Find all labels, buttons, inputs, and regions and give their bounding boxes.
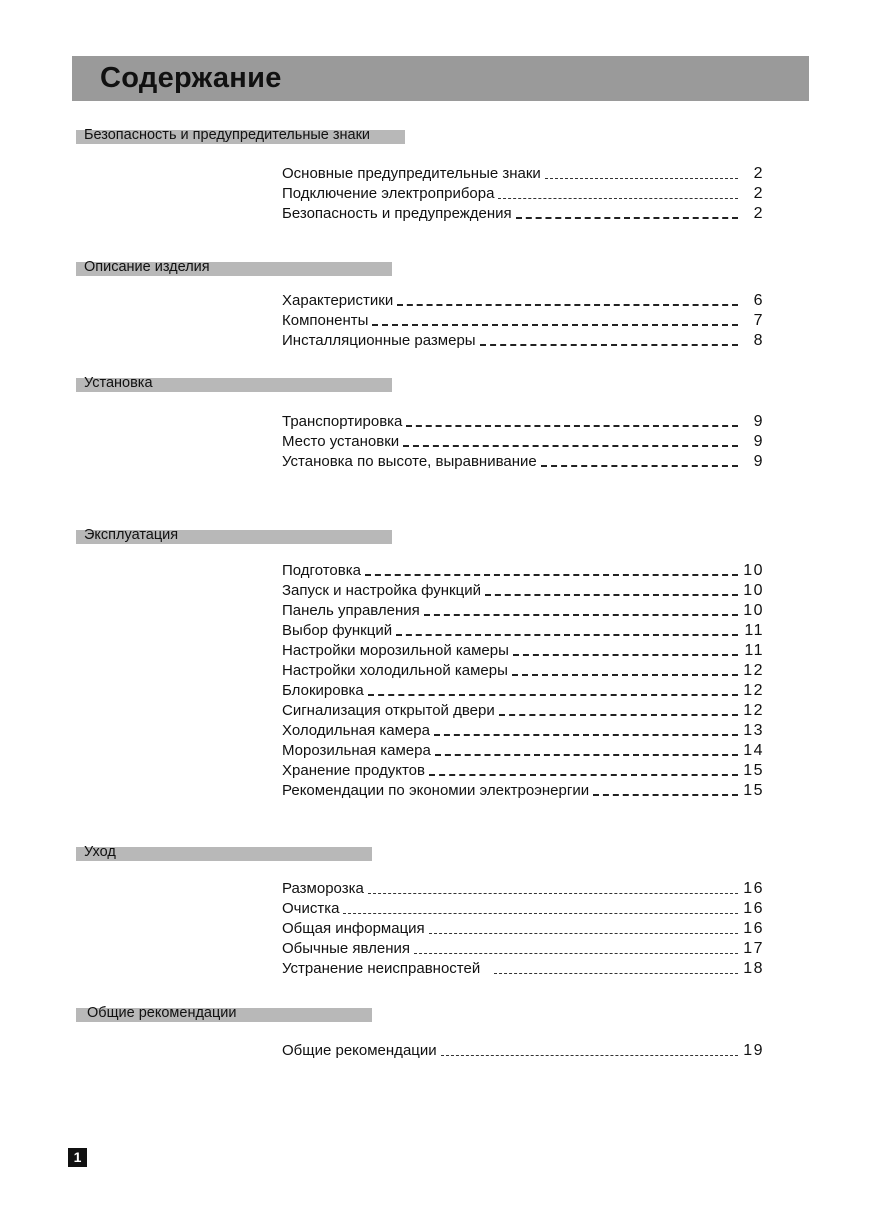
toc-entry[interactable]: [282, 781, 764, 801]
title-bar: [72, 56, 809, 101]
toc-entry-page: 9: [753, 453, 764, 470]
toc-entry-title: Место установки: [282, 433, 400, 450]
section-label: Общие рекомендации: [87, 1005, 237, 1021]
toc-entry-title: Морозильная камера: [282, 742, 431, 759]
leader-dots: [372, 324, 738, 326]
leader-dots: [441, 1055, 738, 1056]
page-title: Содержание: [100, 62, 282, 94]
toc-entry[interactable]: [282, 581, 764, 601]
toc-entry[interactable]: [282, 561, 764, 581]
toc-entry-page: 16: [743, 900, 764, 917]
toc-entry-title: Основные предупредительные знаки: [282, 165, 541, 182]
section-label: Эксплуатация: [84, 527, 179, 543]
toc-entry-page: 10: [743, 582, 764, 599]
toc-entry-page: 19: [743, 1042, 764, 1059]
leader-dots: [435, 754, 738, 756]
toc-entry-page: 10: [743, 602, 764, 619]
leader-dots: [403, 445, 738, 447]
toc-entry[interactable]: [282, 311, 764, 331]
toc-entry[interactable]: [282, 184, 764, 204]
toc-entry[interactable]: [282, 661, 764, 681]
toc-entry-title: Настройки морозильной камеры: [282, 642, 509, 659]
toc-entry-page: 15: [743, 762, 764, 779]
toc-entry[interactable]: [282, 959, 764, 979]
toc-entry-title: Общие рекомендации: [282, 1042, 437, 1059]
leader-dots: [424, 614, 738, 616]
leader-dots: [414, 953, 738, 954]
toc-entry-title: Холодильная камера: [282, 722, 430, 739]
toc-entry[interactable]: [282, 164, 764, 184]
toc-entry[interactable]: [282, 741, 764, 761]
section-header-operation: [76, 527, 392, 544]
toc-entry-page: 15: [743, 782, 764, 799]
toc-entry[interactable]: [282, 641, 764, 661]
section-header-product: [76, 259, 392, 276]
section-header-general: [76, 1005, 372, 1022]
toc-entry-title: Компоненты: [282, 312, 369, 329]
toc-entry-page: 9: [753, 413, 764, 430]
toc-entry[interactable]: [282, 412, 764, 432]
toc-entry-page: 11: [744, 622, 764, 639]
toc-entry[interactable]: [282, 331, 764, 351]
leader-dots: [429, 774, 738, 776]
section-label: Безопасность и предупредительные знаки: [84, 127, 371, 143]
toc-entry[interactable]: [282, 761, 764, 781]
toc-entry-page: 14: [743, 742, 764, 759]
toc-entry-title: Выбор функций: [282, 622, 393, 639]
section-header-care: [76, 844, 372, 861]
toc-entry-title: Рекомендации по экономии электроэнергии: [282, 782, 590, 799]
toc-entry[interactable]: [282, 291, 764, 311]
toc-entry-title: Запуск и настройка функций: [282, 582, 481, 599]
toc-entry-page: 13: [743, 722, 764, 739]
toc-entry-title: Транспортировка: [282, 413, 403, 430]
leader-dots: [516, 217, 738, 219]
toc-entry-page: 17: [743, 940, 764, 957]
toc-entry[interactable]: [282, 621, 764, 641]
toc-entry-title: Устранение неисправностей: [282, 960, 481, 977]
toc-entry-page: 12: [743, 662, 764, 679]
section-header-safety: [76, 127, 405, 144]
leader-dots: [498, 198, 738, 199]
section-label: Уход: [84, 844, 116, 860]
toc-entry-title: Инсталляционные размеры: [282, 332, 476, 349]
toc-entry-page: 16: [743, 920, 764, 937]
toc-entry-page: 7: [753, 312, 764, 329]
toc-entry-title: Обычные явления: [282, 940, 411, 957]
leader-dots: [429, 933, 738, 934]
toc-entry-title: Подключение электроприбора: [282, 185, 495, 202]
toc-entry[interactable]: [282, 899, 764, 919]
toc-entry[interactable]: [282, 879, 764, 899]
leader-dots: [480, 344, 738, 346]
leader-dots: [434, 734, 738, 736]
toc-entry-title: Настройки холодильной камеры: [282, 662, 508, 679]
leader-dots: [541, 465, 738, 467]
toc-entry[interactable]: [282, 939, 764, 959]
leader-dots: [513, 654, 738, 656]
toc-entry[interactable]: [282, 432, 764, 452]
leader-dots: [512, 674, 738, 676]
leader-dots: [365, 574, 738, 576]
leader-dots: [406, 425, 738, 427]
toc-entry-title: Блокировка: [282, 682, 364, 699]
page-number: 1: [68, 1148, 87, 1167]
toc-entry[interactable]: [282, 204, 764, 224]
section-label: Описание изделия: [84, 259, 210, 275]
toc-entry[interactable]: [282, 681, 764, 701]
toc-entry[interactable]: [282, 701, 764, 721]
toc-entry-title: Сигнализация открытой двери: [282, 702, 495, 719]
toc-entry[interactable]: [282, 919, 764, 939]
toc-entry-title: Общая информация: [282, 920, 425, 937]
toc-entry-page: 11: [744, 642, 764, 659]
leader-dots: [343, 913, 738, 914]
leader-dots: [485, 594, 738, 596]
leader-dots: [593, 794, 738, 796]
toc-entry-page: 6: [753, 292, 764, 309]
toc-entry-page: 16: [743, 880, 764, 897]
leader-dots: [494, 973, 738, 974]
toc-entry-page: 18: [743, 960, 764, 977]
toc-entry-title: Характеристики: [282, 292, 394, 309]
toc-entry-title: Безопасность и предупреждения: [282, 205, 512, 222]
toc-entry-page: 12: [743, 702, 764, 719]
toc-entry-page: 9: [753, 433, 764, 450]
toc-entry-page: 12: [743, 682, 764, 699]
toc-entry[interactable]: [282, 721, 764, 741]
toc-entry-title: Разморозка: [282, 880, 364, 897]
leader-dots: [397, 304, 738, 306]
toc-entry-title: Панель управления: [282, 602, 420, 619]
section-label: Установка: [84, 375, 153, 391]
toc-entry-title: Хранение продуктов: [282, 762, 425, 779]
leader-dots: [368, 893, 738, 894]
toc-entry-page: 2: [753, 205, 764, 222]
toc-entry-title: Установка по высоте, выравнивание: [282, 453, 537, 470]
leader-dots: [396, 634, 738, 636]
toc-entry[interactable]: [282, 452, 764, 472]
toc-entry-page: 10: [743, 562, 764, 579]
toc-entry[interactable]: [282, 601, 764, 621]
toc-entry-page: 2: [753, 165, 764, 182]
toc-entry[interactable]: [282, 1041, 764, 1061]
toc-entry-page: 2: [753, 185, 764, 202]
toc-entry-page: 8: [753, 332, 764, 349]
leader-dots: [545, 178, 738, 179]
toc-entry-title: Очистка: [282, 900, 340, 917]
leader-dots: [368, 694, 738, 696]
toc-entry-title: Подготовка: [282, 562, 361, 579]
section-header-installation: [76, 375, 392, 392]
leader-dots: [499, 714, 738, 716]
